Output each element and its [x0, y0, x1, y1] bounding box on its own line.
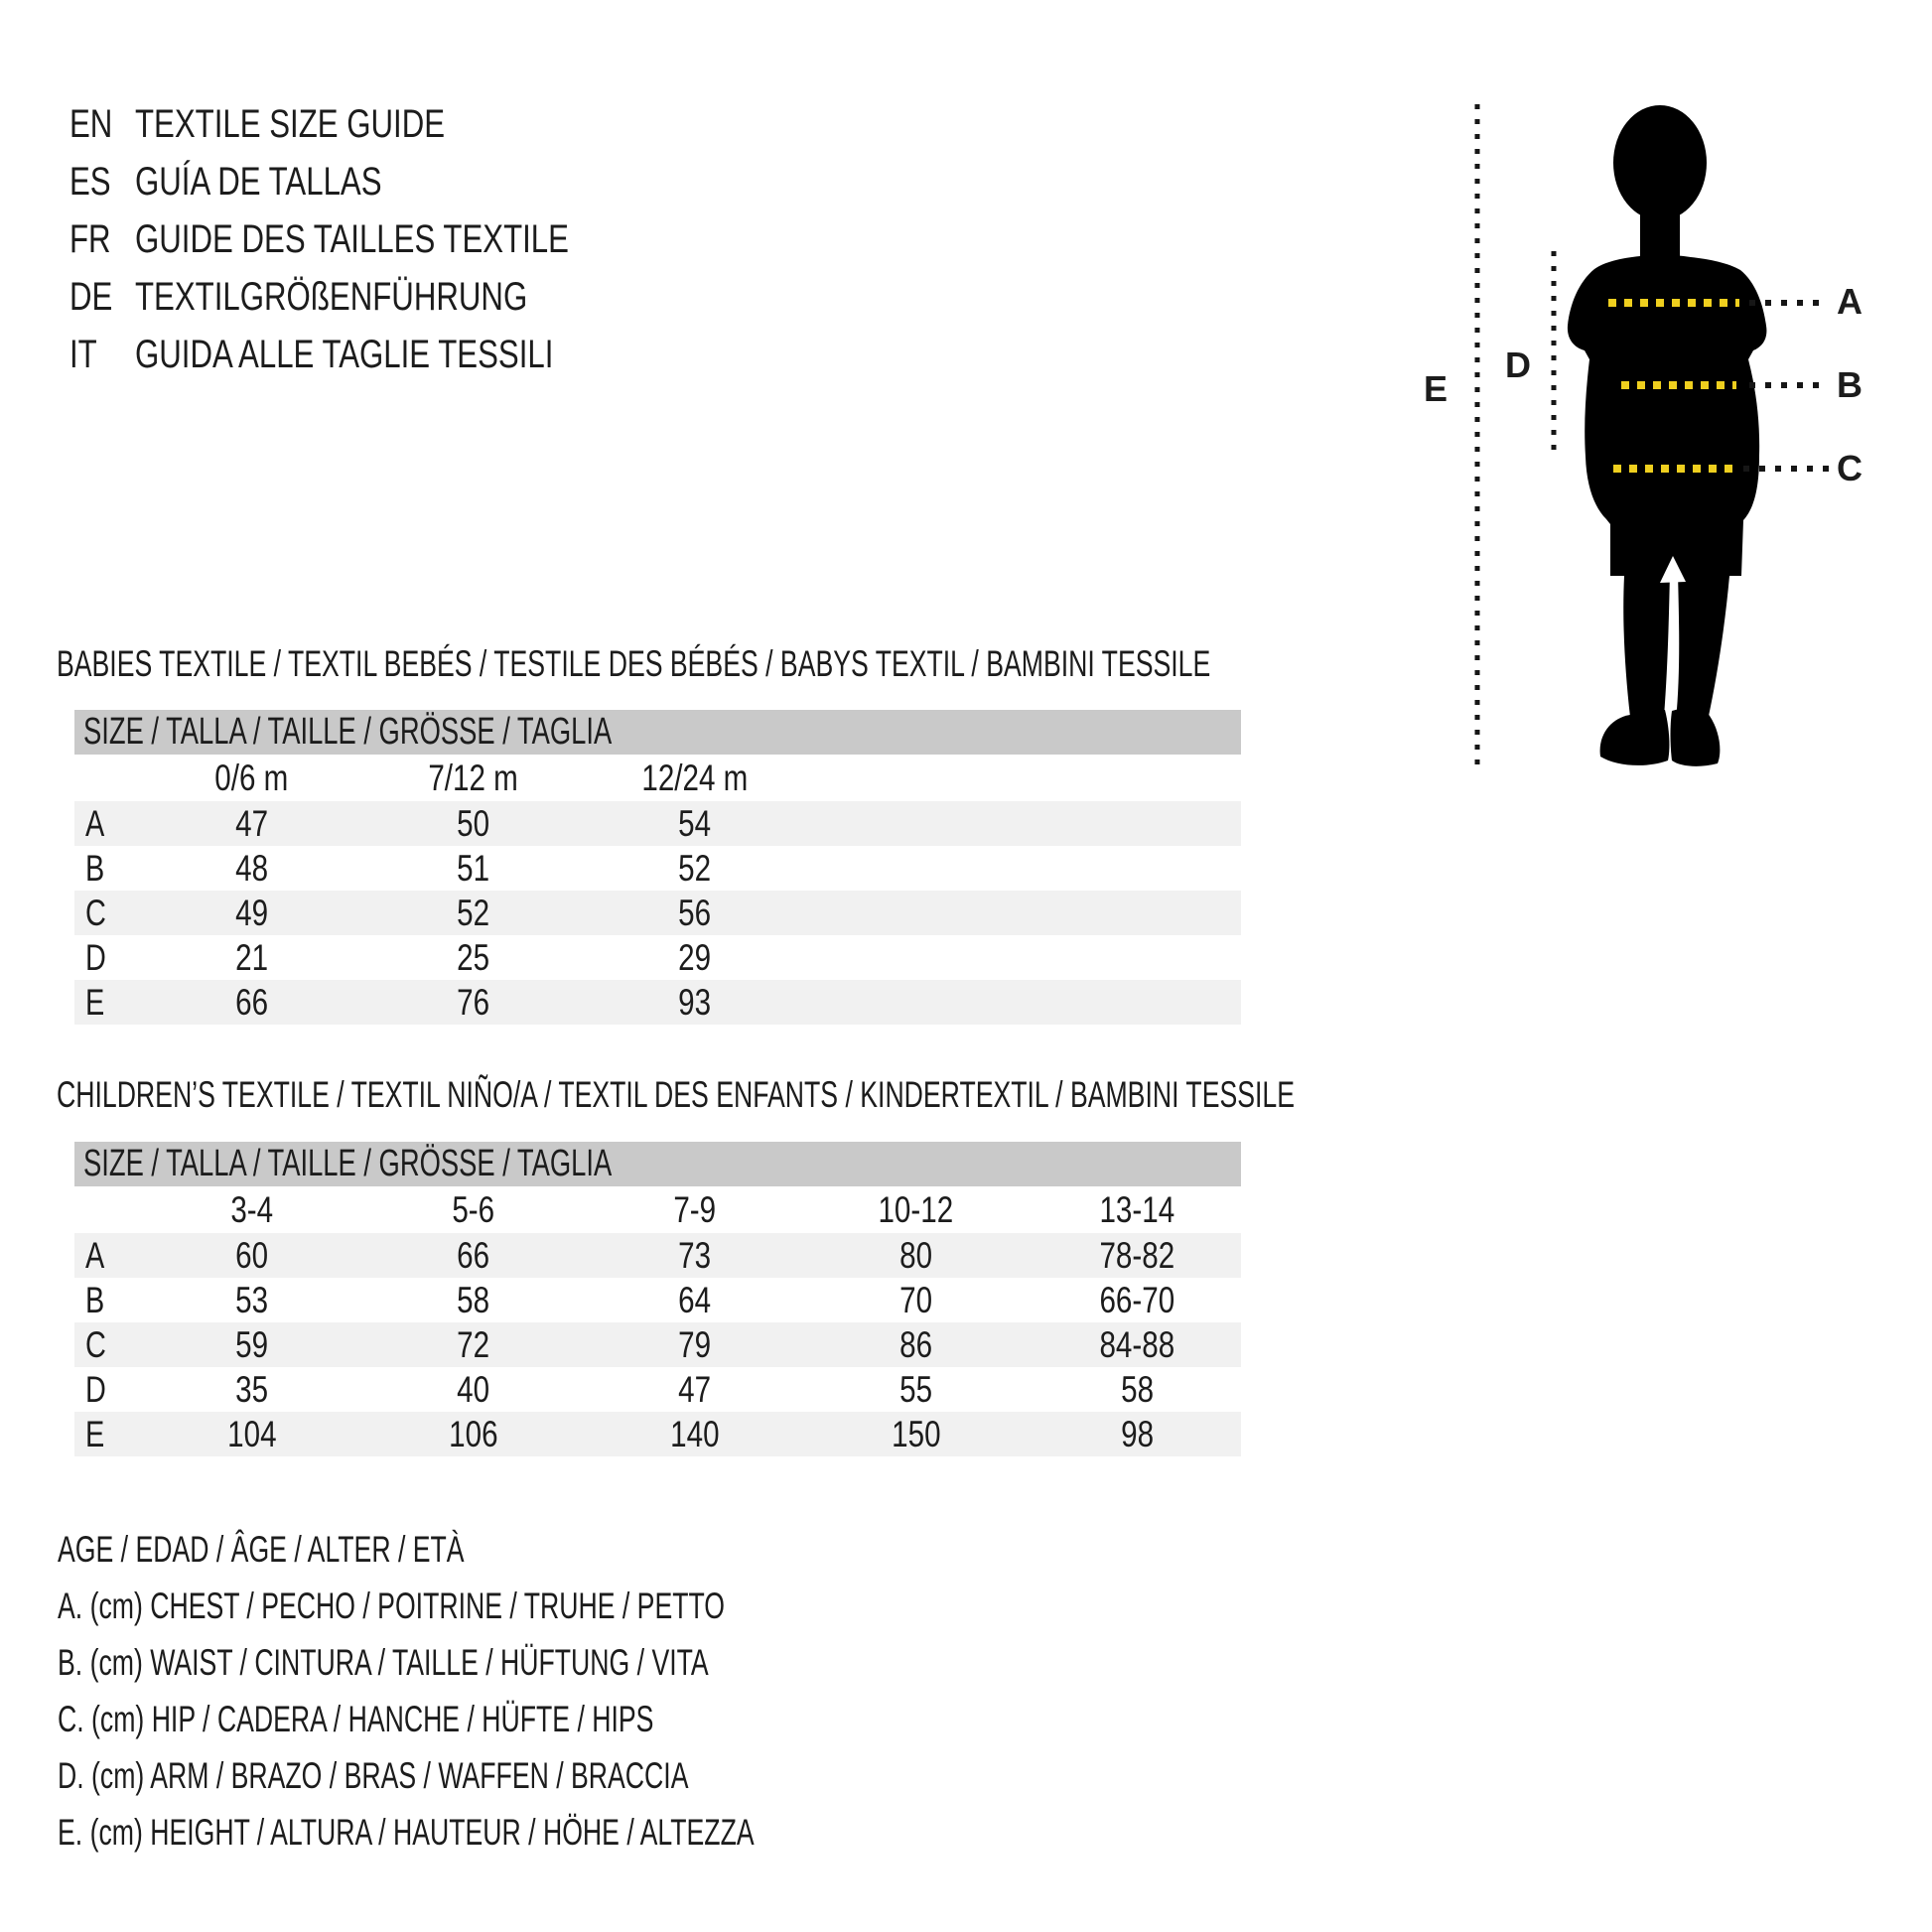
lang-code: ES — [69, 159, 111, 204]
column-header: 5-6 — [452, 1188, 494, 1230]
size-header-bar: SIZE / TALLA / TAILLE / GRÖSSE / TAGLIA — [74, 1142, 1241, 1186]
table-cell: 58 — [1121, 1368, 1154, 1410]
table-cell: 79 — [678, 1323, 711, 1365]
legend-age-line: AGE / EDAD / ÂGE / ALTER / ETÀ — [58, 1528, 465, 1570]
column-header: 7/12 m — [428, 757, 518, 798]
children-size-table — [74, 1142, 1241, 1456]
measure-label-d: D — [1505, 345, 1531, 385]
table-cell: 84-88 — [1099, 1323, 1175, 1365]
row-label: B — [85, 1279, 105, 1320]
table-cell: 66 — [457, 1234, 489, 1276]
table-cell: 150 — [891, 1413, 941, 1454]
table-cell: 66-70 — [1099, 1279, 1175, 1320]
babies-size-table — [74, 710, 1241, 1025]
lang-row-de — [69, 268, 691, 326]
table-cell: 56 — [678, 892, 711, 933]
table-cell: 106 — [448, 1413, 498, 1454]
table-cell: 98 — [1121, 1413, 1154, 1454]
measurement-legend — [58, 1521, 1025, 1861]
table-cell: 25 — [457, 936, 489, 978]
children-section-heading: CHILDREN’S TEXTILE / TEXTIL NIÑO/A / TEXTIL DES ENFANTS / KINDERTEXTIL / BAMBINI TESSILE — [57, 1074, 1295, 1115]
column-header: 13-14 — [1099, 1188, 1175, 1230]
page-title-it: GUIDA ALLE TAGLIE TESSILI — [135, 332, 554, 376]
column-header: 3-4 — [230, 1188, 273, 1230]
row-label: B — [85, 847, 105, 889]
table-cell: 40 — [457, 1368, 489, 1410]
table-cell: 21 — [235, 936, 268, 978]
table-row — [74, 1278, 1241, 1322]
lang-row-it — [69, 326, 691, 383]
page-title-de: TEXTILGRÖßENFÜHRUNG — [135, 274, 528, 319]
table-cell: 73 — [678, 1234, 711, 1276]
lang-code: DE — [69, 274, 113, 319]
table-cell: 60 — [235, 1234, 268, 1276]
row-label: D — [85, 936, 106, 978]
row-label: C — [85, 1323, 106, 1365]
column-header: 10-12 — [878, 1188, 954, 1230]
lang-code: IT — [69, 332, 97, 376]
lang-row-en — [69, 95, 691, 153]
table-row — [74, 801, 1241, 846]
lang-row-fr — [69, 210, 691, 268]
table-cell: 54 — [678, 802, 711, 844]
lang-code: EN — [69, 101, 113, 146]
table-cell: 55 — [899, 1368, 932, 1410]
table-row — [74, 1233, 1241, 1278]
table-row — [74, 846, 1241, 891]
legend-height-line: E. (cm) HEIGHT / ALTURA / HAUTEUR / HÖHE / ALTEZZA — [58, 1811, 755, 1853]
table-cell: 48 — [235, 847, 268, 889]
language-title-list — [69, 95, 691, 383]
lang-row-es — [69, 153, 691, 210]
table-row — [74, 1322, 1241, 1367]
table-cell: 93 — [678, 981, 711, 1023]
page-title-es: GUÍA DE TALLAS — [135, 159, 382, 204]
row-label: C — [85, 892, 106, 933]
table-cell: 52 — [678, 847, 711, 889]
table-cell: 72 — [457, 1323, 489, 1365]
measure-label-c: C — [1837, 448, 1863, 488]
table-row — [74, 1412, 1241, 1456]
table-row — [74, 980, 1241, 1025]
table-cell: 47 — [678, 1368, 711, 1410]
table-cell: 64 — [678, 1279, 711, 1320]
column-header: 12/24 m — [641, 757, 748, 798]
table-cell: 53 — [235, 1279, 268, 1320]
table-row — [74, 1367, 1241, 1412]
table-cell: 140 — [669, 1413, 720, 1454]
table-cell: 29 — [678, 936, 711, 978]
lang-code: FR — [69, 216, 111, 261]
measure-label-e: E — [1424, 368, 1449, 409]
row-label: E — [85, 1413, 105, 1454]
table-cell: 70 — [899, 1279, 932, 1320]
row-label: A — [85, 802, 105, 844]
table-row — [74, 935, 1241, 980]
table-cell: 51 — [457, 847, 489, 889]
row-label: A — [85, 1234, 105, 1276]
table-cell: 104 — [226, 1413, 277, 1454]
page-title-fr: GUIDE DES TAILLES TEXTILE — [135, 216, 569, 261]
children-column-header-row — [74, 1186, 1241, 1233]
table-cell: 66 — [235, 981, 268, 1023]
table-cell: 47 — [235, 802, 268, 844]
measure-label-a: A — [1837, 281, 1863, 322]
size-header-bar: SIZE / TALLA / TAILLE / GRÖSSE / TAGLIA — [74, 710, 1241, 755]
babies-section-heading: BABIES TEXTILE / TEXTIL BEBÉS / TESTILE DES BÉBÉS / BABYS TEXTIL / BAMBINI TESSILE — [57, 643, 1211, 684]
legend-waist-line: B. (cm) WAIST / CINTURA / TAILLE / HÜFTUNG / VITA — [58, 1641, 709, 1683]
table-cell: 80 — [899, 1234, 932, 1276]
page-title: TEXTILE SIZE GUIDE — [135, 101, 446, 146]
row-label: E — [85, 981, 105, 1023]
table-cell: 76 — [457, 981, 489, 1023]
table-cell: 49 — [235, 892, 268, 933]
babies-column-header-row — [74, 755, 1241, 801]
legend-arm-line: D. (cm) ARM / BRAZO / BRAS / WAFFEN / BRACCIA — [58, 1754, 689, 1796]
table-row — [74, 891, 1241, 935]
legend-hip-line: C. (cm) HIP / CADERA / HANCHE / HÜFTE / HIPS — [58, 1698, 654, 1739]
table-cell: 50 — [457, 802, 489, 844]
table-cell: 59 — [235, 1323, 268, 1365]
table-cell: 86 — [899, 1323, 932, 1365]
column-header: 7-9 — [673, 1188, 716, 1230]
table-cell: 58 — [457, 1279, 489, 1320]
table-cell: 52 — [457, 892, 489, 933]
legend-chest-line: A. (cm) CHEST / PECHO / POITRINE / TRUHE / PETTO — [58, 1585, 726, 1626]
measure-label-b: B — [1837, 364, 1863, 405]
column-header: 0/6 m — [214, 757, 289, 798]
row-label: D — [85, 1368, 106, 1410]
table-cell: 35 — [235, 1368, 268, 1410]
table-cell: 78-82 — [1099, 1234, 1175, 1276]
